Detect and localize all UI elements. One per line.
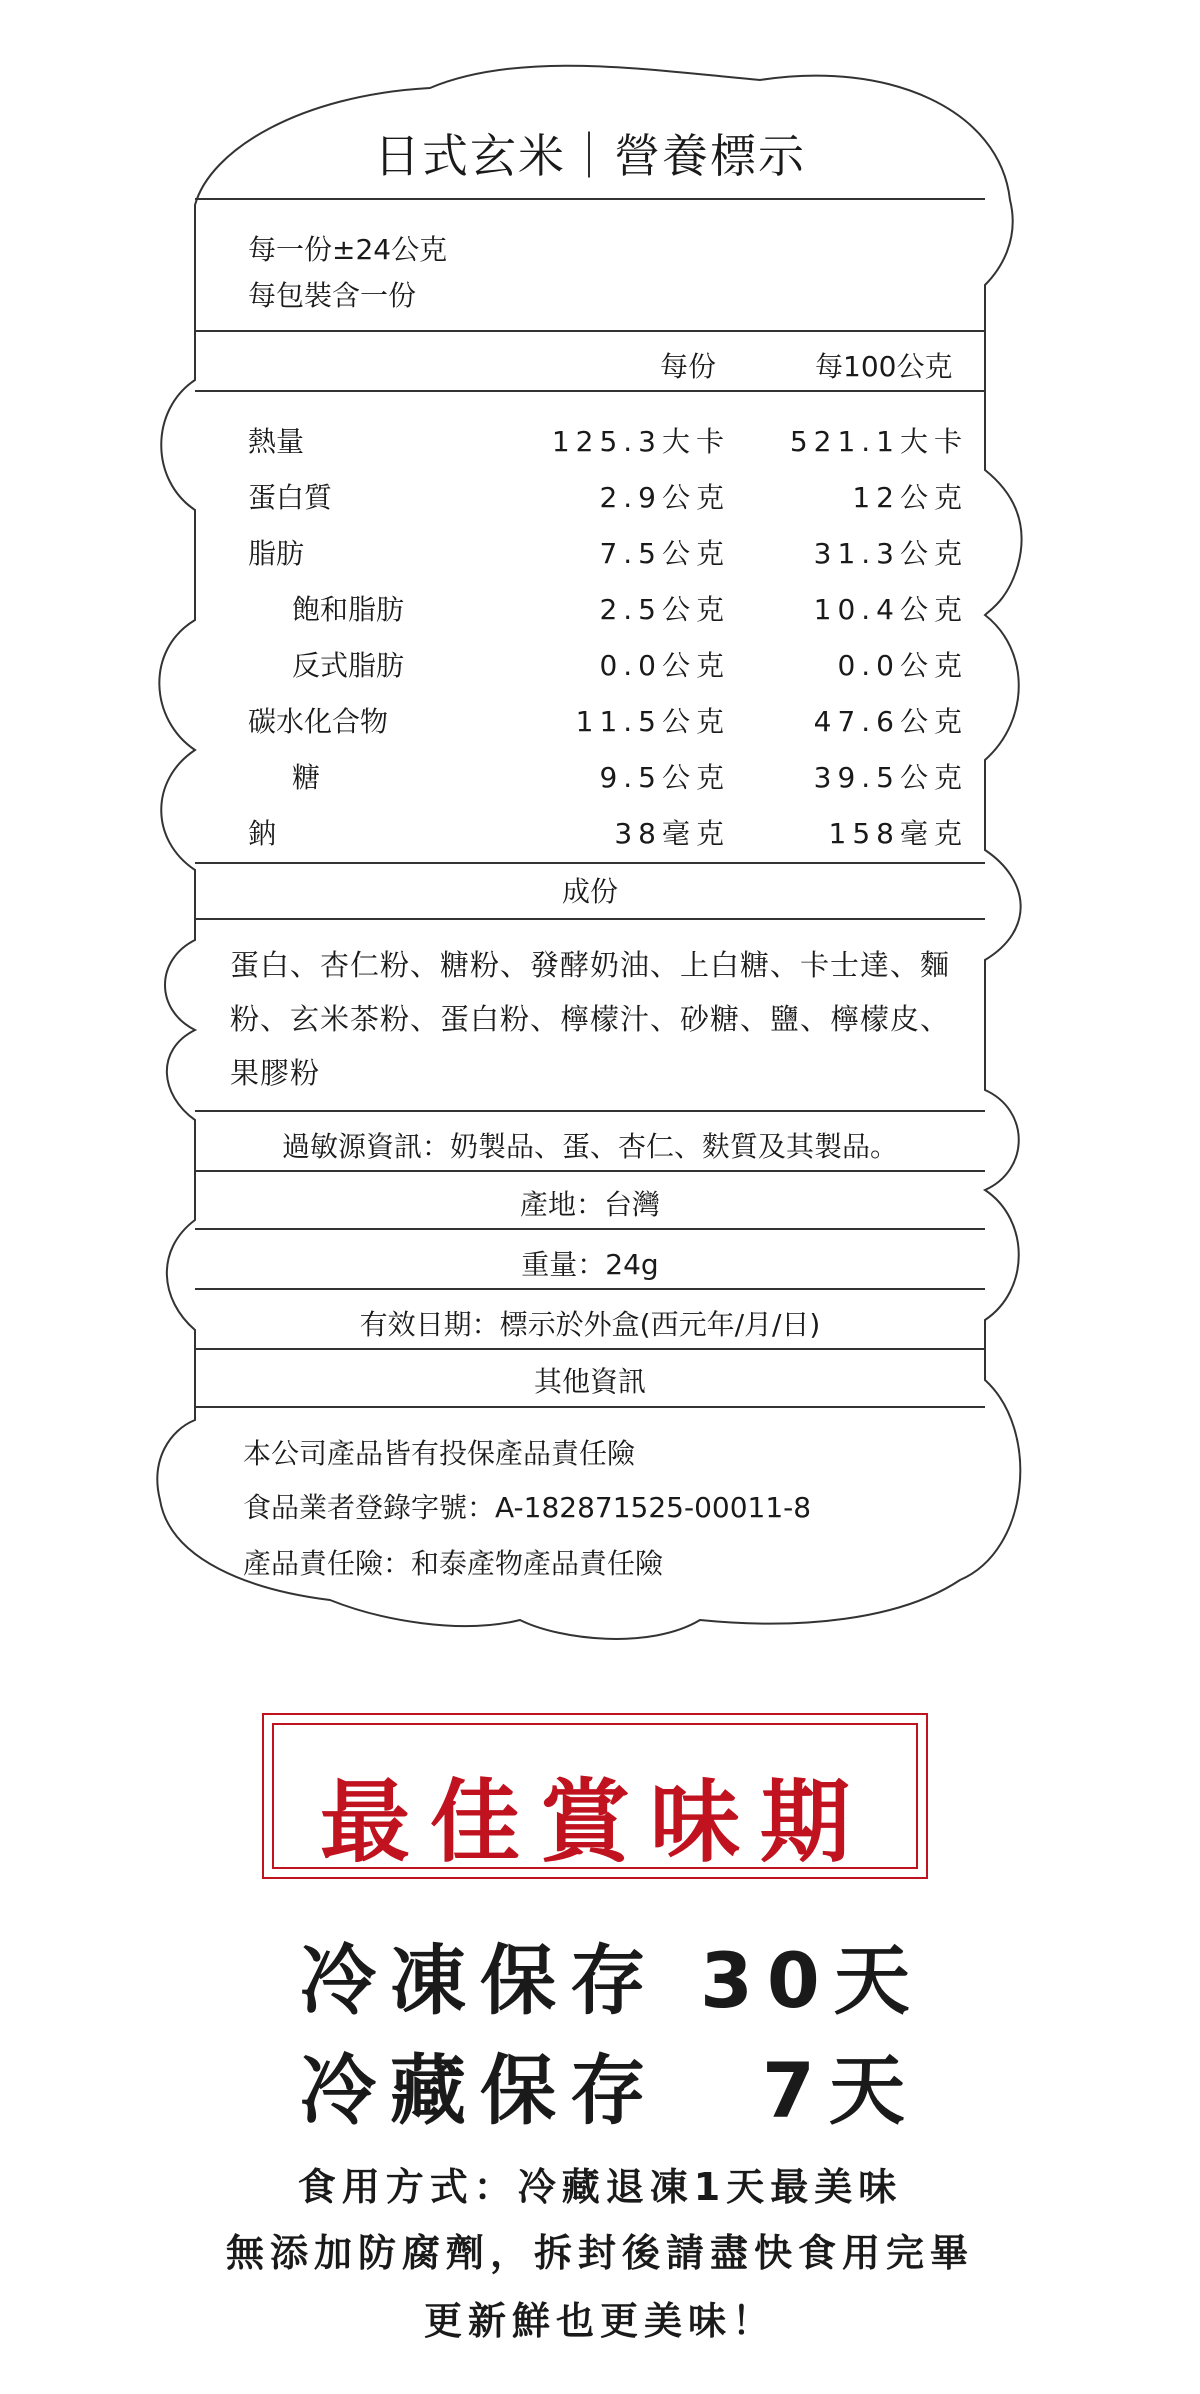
nutrient-per-serving: 125.3大卡 (551, 425, 730, 458)
divider (195, 1170, 985, 1172)
nutrient-name: 脂肪 (248, 537, 305, 570)
nutrient-per-serving: 11.5公克 (575, 705, 730, 738)
nutrient-name: 熱量 (248, 425, 305, 458)
best-before-heading: 最佳賞味期 (320, 1770, 870, 1875)
nutrient-per-serving: 38毫克 (614, 817, 730, 850)
nutrient-per-100g: 158毫克 (828, 817, 968, 850)
ingredients-heading: 成份 (561, 875, 618, 908)
footer-preservative: 無添加防腐劑，拆封後請盡快食用完畢 (225, 2231, 974, 2275)
nutrient-name: 反式脂肪 (292, 649, 405, 682)
other-info-line: 食品業者登錄字號：A-182871525-00011-8 (243, 1491, 812, 1524)
nutrient-per-100g: 12公克 (852, 481, 968, 514)
divider (195, 1348, 985, 1350)
allergen-info: 過敏源資訊：奶製品、蛋、杏仁、麩質及其製品。 (281, 1130, 898, 1163)
frozen-storage-label: 冷凍保存 (300, 1936, 660, 2025)
col-header-per-100g: 每100公克 (815, 350, 953, 383)
footer-usage: 食用方式：冷藏退凍1天最美味 (297, 2165, 903, 2209)
ingredients-text: 蛋白、杏仁粉、糖粉、發酵奶油、上白糖、卡士達、麵粉、玄米茶粉、蛋白粉、檸檬汁、砂糖、鹽、檸檬皮、果膠粉 (230, 948, 951, 1090)
divider (195, 390, 985, 392)
weight: 重量：24g (521, 1248, 659, 1281)
nutrient-per-100g: 521.1大卡 (789, 425, 968, 458)
other-info-heading: 其他資訊 (533, 1365, 646, 1398)
nutrient-per-100g: 10.4公克 (813, 593, 968, 626)
divider (195, 862, 985, 864)
nutrient-per-serving: 7.5公克 (599, 537, 730, 570)
nutrient-per-100g: 47.6公克 (813, 705, 968, 738)
origin: 產地：台灣 (519, 1188, 660, 1221)
nutrient-per-100g: 0.0公克 (837, 649, 968, 682)
footer-fresh: 更新鮮也更美味！ (423, 2299, 776, 2343)
nutrient-name: 鈉 (248, 817, 277, 850)
label-title: 日式玄米｜營養標示 (374, 129, 806, 183)
nutrient-per-100g: 39.5公克 (813, 761, 968, 794)
other-info-line: 本公司產品皆有投保產品責任險 (243, 1437, 636, 1470)
nutrient-name: 飽和脂肪 (292, 593, 405, 626)
chilled-storage-label: 冷藏保存 (300, 2046, 660, 2135)
expiry-date: 有效日期：標示於外盒(西元年/月/日) (359, 1308, 821, 1341)
chilled-storage-days: 7天 (762, 2046, 919, 2135)
best-before-box (262, 1713, 928, 1879)
divider (195, 198, 985, 200)
divider (195, 1228, 985, 1230)
frozen-storage-days: 30天 (700, 1936, 924, 2025)
nutrient-per-serving: 2.5公克 (599, 593, 730, 626)
col-header-per-serving: 每份 (660, 350, 717, 383)
nutrient-name: 糖 (292, 761, 321, 794)
servings-per-pack: 每包裝含一份 (248, 279, 417, 312)
divider (195, 330, 985, 332)
divider (195, 1406, 985, 1408)
divider (195, 918, 985, 920)
serving-size: 每一份±24公克 (248, 233, 448, 266)
divider (195, 1288, 985, 1290)
nutrient-name: 蛋白質 (248, 481, 333, 514)
other-info-line: 產品責任險：和泰產物產品責任險 (243, 1547, 664, 1580)
nutrient-per-serving: 9.5公克 (599, 761, 730, 794)
nutrient-per-serving: 2.9公克 (599, 481, 730, 514)
divider (195, 1110, 985, 1112)
nutrient-name: 碳水化合物 (248, 705, 389, 738)
nutrient-per-serving: 0.0公克 (599, 649, 730, 682)
nutrient-per-100g: 31.3公克 (813, 537, 968, 570)
